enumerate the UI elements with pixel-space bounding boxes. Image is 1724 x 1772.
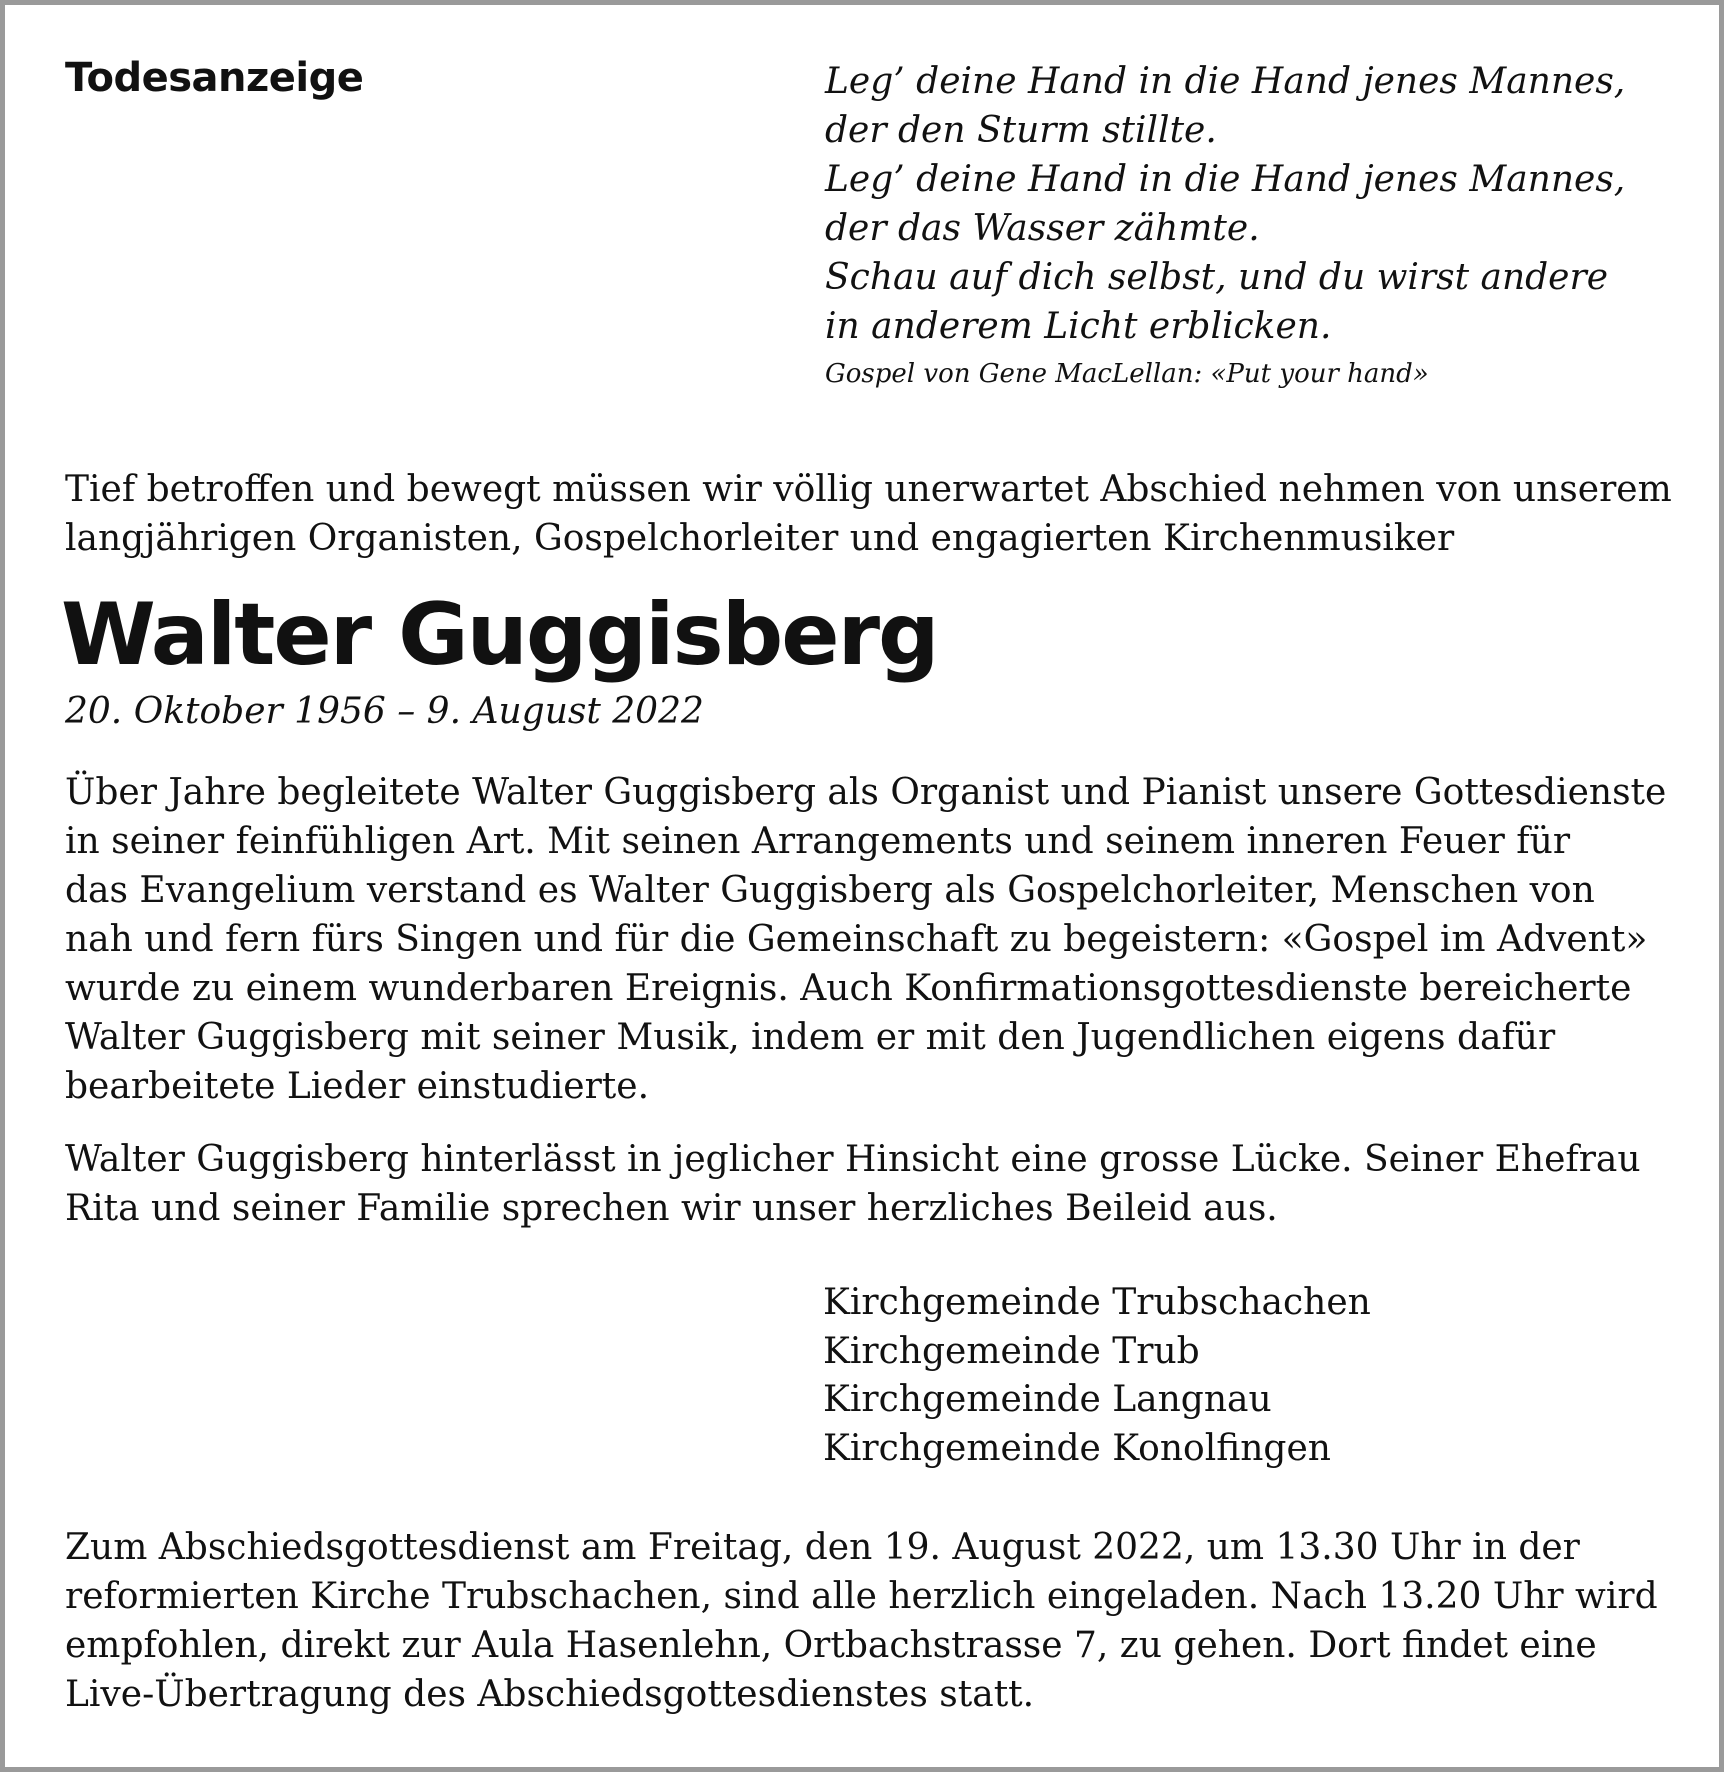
quote-line: der den Sturm stillte. [825,110,1217,151]
signer-item: Kirchgemeinde Konolfingen [823,1427,1331,1469]
condolence-paragraph [65,1135,1685,1233]
quote-line: in anderem Licht erblicken. [825,306,1332,347]
signer-item: Kirchgemeinde Trubschachen [823,1282,1371,1323]
quote-line: Leg’ deine Hand in die Hand jenes Mannes, [825,159,1626,200]
intro-line: langjährigen Organisten, Gospelchorleiter und engagierten Kirchenmusiker [65,518,1455,559]
service-info-paragraph [65,1523,1685,1719]
paragraph-line: wurde zu einem wunderbaren Ereignis. Auch Konfirmationsgottesdienste bereicherte [65,968,1632,1009]
paragraph-line: in seiner feinfühligen Art. Mit seinen Arrangements und seinem inneren Feuer für [65,821,1571,862]
paragraph-line: das Evangelium verstand es Walter Guggisberg als Gospelchorleiter, Menschen von [65,870,1595,911]
quote-line: Schau auf dich selbst, und du wirst andere [825,257,1608,298]
deceased-name: Walter Guggisberg [61,585,938,685]
paragraph-line: empfohlen, direkt zur Aula Hasenlehn, Ortbachstrasse 7, zu gehen. Dort findet eine [65,1625,1597,1666]
signers-list [823,1279,1371,1473]
paragraph-line: Walter Guggisberg mit seiner Musik, indem er mit den Jugendlichen eigens dafür [65,1017,1556,1058]
paragraph-line: Rita und seiner Familie sprechen wir unser herzliches Beileid aus. [65,1188,1278,1229]
intro-text [65,465,1685,563]
intro-line: Tief betroffen und bewegt müssen wir völlig unerwartet Abschied nehmen von unserem [65,469,1672,510]
signer-item: Kirchgemeinde Langnau [823,1379,1272,1420]
life-dates: 20. Oktober 1956 – 9. August 2022 [65,691,704,732]
quote-line: der das Wasser zähmte. [825,208,1260,249]
paragraph-line: reformierten Kirche Trubschachen, sind alle herzlich eingeladen. Nach 13.20 Uhr wird [65,1576,1658,1617]
paragraph-line: Zum Abschiedsgottesdienst am Freitag, den 19. August 2022, um 13.30 Uhr in der [65,1527,1580,1568]
paragraph-line: Live-Übertragung des Abschiedsgottesdienstes statt. [65,1674,1035,1715]
quote-line: Leg’ deine Hand in die Hand jenes Mannes, [825,61,1626,102]
tribute-paragraph [65,768,1685,1111]
paragraph-line: Walter Guggisberg hinterlässt in jeglicher Hinsicht eine grosse Lücke. Seiner Ehefrau [65,1139,1641,1180]
signer-item: Kirchgemeinde Trub [823,1330,1200,1372]
paragraph-line: bearbeitete Lieder einstudierte. [65,1066,650,1107]
quote-source: Gospel von Gene MacLellan: «Put your hand» [825,359,1429,389]
paragraph-line: Über Jahre begleitete Walter Guggisberg als Organist und Pianist unsere Gottesdienste [65,772,1667,813]
epigraph-quote [825,57,1705,389]
notice-heading: Todesanzeige [65,55,364,101]
paragraph-line: nah und fern fürs Singen und für die Gemeinschaft zu begeistern: «Gospel im Advent» [65,919,1648,960]
